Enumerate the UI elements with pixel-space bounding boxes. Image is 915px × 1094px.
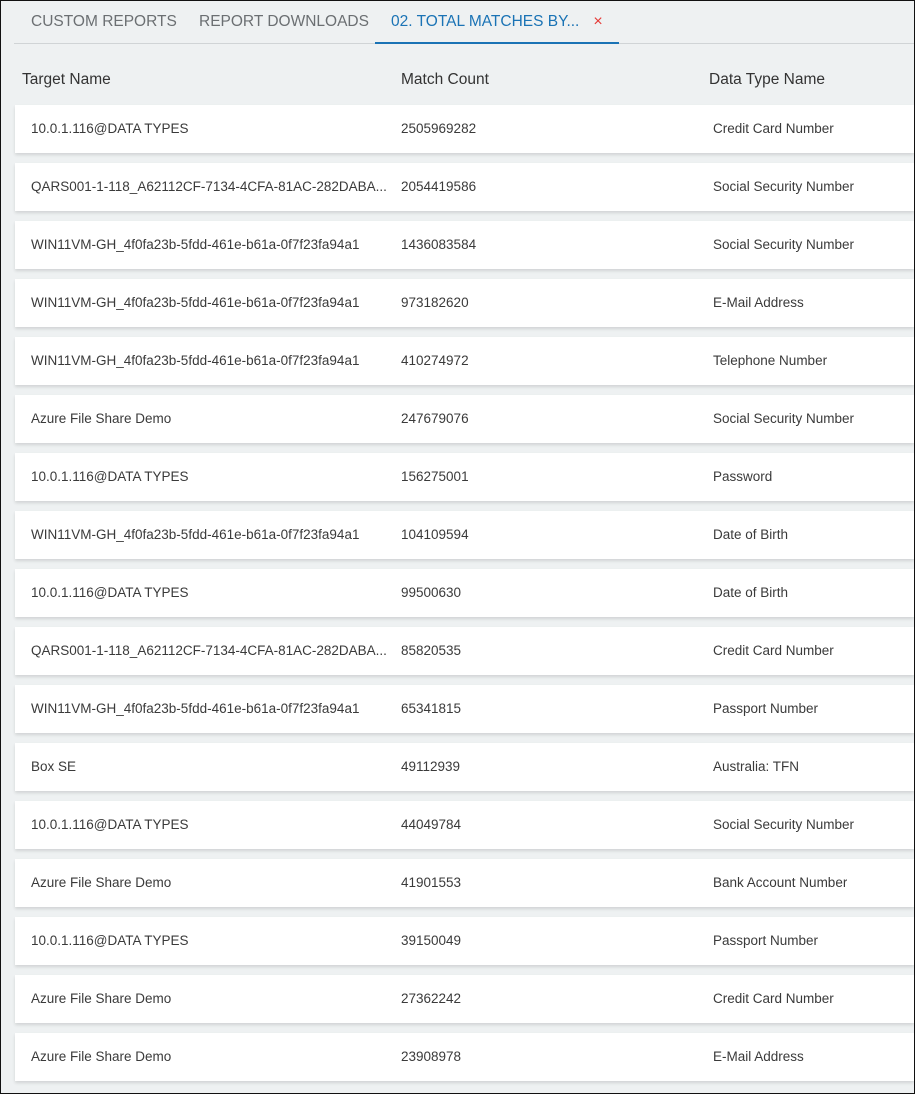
- match-count-cell: 2054419586: [401, 179, 477, 194]
- match-count-cell: 410274972: [401, 353, 469, 368]
- table-row[interactable]: [15, 1033, 914, 1081]
- table-row[interactable]: [15, 975, 914, 1023]
- match-count-cell: 973182620: [401, 295, 469, 310]
- target-name-cell: WIN11VM-GH_4f0fa23b-5fdd-461e-b61a-0f7f23fa94a1: [31, 237, 360, 252]
- target-name-cell: QARS001-1-118_A62112CF-7134-4CFA-81AC-282DABA...: [31, 643, 387, 658]
- column-header-target-name[interactable]: Target Name: [22, 71, 111, 88]
- table-row[interactable]: [15, 569, 914, 617]
- match-count-cell: 104109594: [401, 527, 469, 542]
- match-count-cell: 156275001: [401, 469, 469, 484]
- table-row[interactable]: [15, 743, 914, 791]
- match-count-cell: 39150049: [401, 933, 462, 948]
- table-row[interactable]: [15, 453, 914, 501]
- target-name-cell: Azure File Share Demo: [31, 991, 172, 1006]
- table-row[interactable]: [15, 163, 914, 211]
- data-type-name-cell: Social Security Number: [713, 817, 855, 832]
- data-type-name-cell: E-Mail Address: [713, 295, 804, 310]
- table-row[interactable]: [15, 221, 914, 269]
- data-type-name-cell: Password: [713, 469, 773, 484]
- data-type-name-cell: Credit Card Number: [713, 121, 834, 136]
- target-name-cell: WIN11VM-GH_4f0fa23b-5fdd-461e-b61a-0f7f23fa94a1: [31, 527, 360, 542]
- data-type-name-cell: Passport Number: [713, 933, 819, 948]
- tab-total-matches[interactable]: [375, 1, 619, 44]
- target-name-cell: WIN11VM-GH_4f0fa23b-5fdd-461e-b61a-0f7f23fa94a1: [31, 701, 360, 716]
- data-type-name-cell: Credit Card Number: [713, 643, 834, 658]
- data-type-name-cell: Credit Card Number: [713, 991, 834, 1006]
- tab-report-downloads[interactable]: REPORT DOWNLOADS: [199, 13, 369, 30]
- tab-bar: [14, 1, 914, 44]
- match-count-cell: 49112939: [401, 759, 461, 774]
- target-name-cell: 10.0.1.116@DATA TYPES: [31, 121, 189, 136]
- target-name-cell: Azure File Share Demo: [31, 411, 172, 426]
- match-count-cell: 1436083584: [401, 237, 477, 252]
- data-type-name-cell: Social Security Number: [713, 179, 855, 194]
- target-name-cell: 10.0.1.116@DATA TYPES: [31, 469, 189, 484]
- target-name-cell: 10.0.1.116@DATA TYPES: [31, 933, 189, 948]
- match-count-cell: 65341815: [401, 701, 462, 716]
- tab-total-matches-label: 02. TOTAL MATCHES BY...: [391, 13, 580, 30]
- column-header-match-count[interactable]: Match Count: [401, 71, 489, 88]
- data-type-name-cell: Telephone Number: [713, 353, 828, 368]
- table-row[interactable]: [15, 511, 914, 559]
- target-name-cell: Box SE: [31, 759, 77, 774]
- table-row[interactable]: [15, 395, 914, 443]
- match-count-cell: 85820535: [401, 643, 462, 658]
- data-type-name-cell: E-Mail Address: [713, 1049, 804, 1064]
- data-type-name-cell: Passport Number: [713, 701, 819, 716]
- match-count-cell: 2505969282: [401, 121, 477, 136]
- data-type-name-cell: Bank Account Number: [713, 875, 848, 890]
- data-type-name-cell: Social Security Number: [713, 411, 855, 426]
- data-type-name-cell: Date of Birth: [713, 527, 789, 542]
- table-row[interactable]: [15, 337, 914, 385]
- target-name-cell: WIN11VM-GH_4f0fa23b-5fdd-461e-b61a-0f7f23fa94a1: [31, 295, 360, 310]
- match-count-cell: 99500630: [401, 585, 462, 600]
- target-name-cell: WIN11VM-GH_4f0fa23b-5fdd-461e-b61a-0f7f23fa94a1: [31, 353, 360, 368]
- table-row[interactable]: [15, 801, 914, 849]
- table-body: [15, 105, 914, 1091]
- table-header: [14, 51, 914, 109]
- match-count-cell: 44049784: [401, 817, 462, 832]
- table-row[interactable]: [15, 279, 914, 327]
- table-row[interactable]: [15, 105, 914, 153]
- data-type-name-cell: Date of Birth: [713, 585, 789, 600]
- close-icon[interactable]: ×: [593, 13, 603, 30]
- match-count-cell: 23908978: [401, 1049, 462, 1064]
- table-row[interactable]: [15, 917, 914, 965]
- match-count-cell: 41901553: [401, 875, 462, 890]
- table-row[interactable]: [15, 859, 914, 907]
- target-name-cell: Azure File Share Demo: [31, 875, 172, 890]
- target-name-cell: 10.0.1.116@DATA TYPES: [31, 817, 189, 832]
- target-name-cell: QARS001-1-118_A62112CF-7134-4CFA-81AC-282DABA...: [31, 179, 387, 194]
- data-type-name-cell: Australia: TFN: [713, 759, 800, 774]
- target-name-cell: Azure File Share Demo: [31, 1049, 172, 1064]
- tab-custom-reports[interactable]: CUSTOM REPORTS: [31, 13, 177, 30]
- match-count-cell: 247679076: [401, 411, 469, 426]
- data-type-name-cell: Social Security Number: [713, 237, 855, 252]
- target-name-cell: 10.0.1.116@DATA TYPES: [31, 585, 189, 600]
- match-count-cell: 27362242: [401, 991, 462, 1006]
- table-row[interactable]: [15, 685, 914, 733]
- column-header-data-type-name[interactable]: Data Type Name: [709, 71, 826, 88]
- table-row[interactable]: [15, 627, 914, 675]
